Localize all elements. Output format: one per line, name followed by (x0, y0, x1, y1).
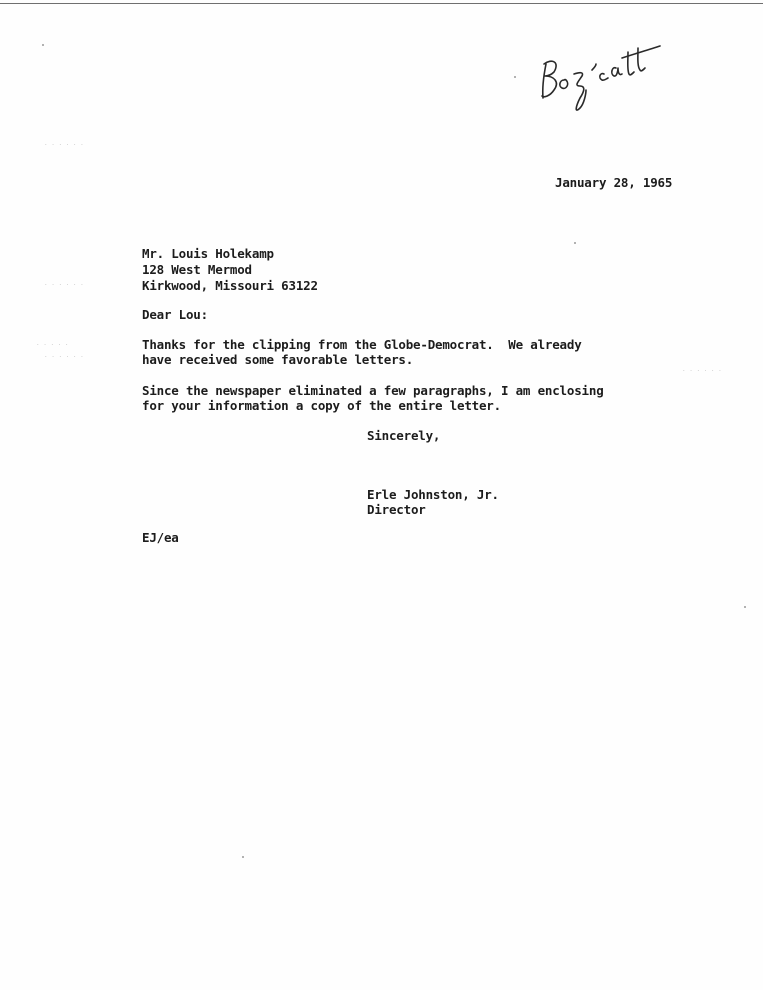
ink-mark (514, 76, 516, 78)
scan-speck (574, 242, 576, 244)
scan-noise: . . . . . . (44, 280, 84, 287)
signer-title: Director (367, 502, 426, 517)
scan-speck (744, 606, 746, 608)
body-paragraph-2-line-1: Since the newspaper eliminated a few paragraphs, I am enclosing (142, 383, 604, 398)
signer-name: Erle Johnston, Jr. (367, 487, 499, 502)
salutation: Dear Lou: (142, 307, 208, 322)
closing: Sincerely, (367, 428, 441, 443)
recipient-street: 128 West Mermod (142, 262, 252, 277)
body-paragraph-1-line-2: have received some favorable letters. (142, 352, 414, 367)
scan-noise: . . . . . (36, 340, 69, 347)
scan-speck (242, 856, 244, 858)
body-paragraph-2-line-2: for your information a copy of the entire letter. (142, 398, 501, 413)
scan-noise: . . . . . . (44, 352, 84, 359)
scan-speck (42, 44, 44, 46)
reference-initials: EJ/ea (142, 530, 179, 545)
letter-date: January 28, 1965 (555, 175, 673, 190)
handwritten-annotation (530, 34, 670, 114)
scan-noise: . . . . . . (682, 366, 722, 373)
recipient-city: Kirkwood, Missouri 63122 (142, 278, 318, 293)
scan-noise: . . . . . . (44, 140, 84, 147)
page-top-edge (0, 3, 763, 4)
recipient-name: Mr. Louis Holekamp (142, 246, 274, 261)
body-paragraph-1-line-1: Thanks for the clipping from the Globe-Democrat. We already (142, 337, 582, 352)
